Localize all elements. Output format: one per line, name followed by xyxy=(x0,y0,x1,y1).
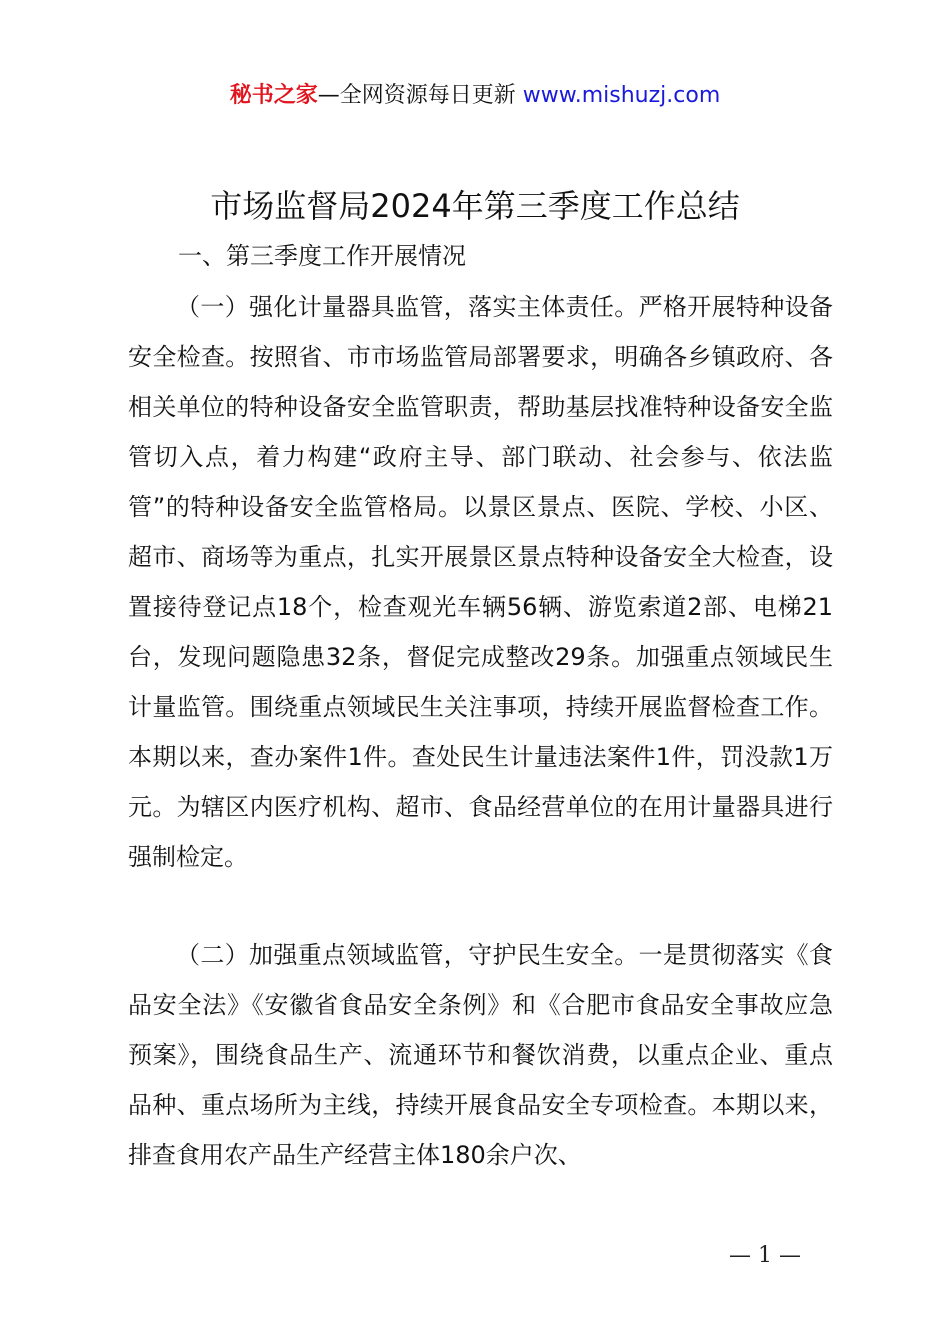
document-title: 市场监督局2024年第三季度工作总结 xyxy=(210,187,740,225)
page-number: — 1 — xyxy=(729,1243,801,1268)
banner-tagline: —全网资源每日更新 xyxy=(317,83,523,108)
body-paragraph-2: （二）加强重点领域监管，守护民生安全。一是贯彻落实《食品安全法》《安徽省食品安全条例》和《合肥市食品安全事故应急预案》，围绕食品生产、流通环节和餐饮消费，以重点企业、重点品种、重点场所为主线，持续开展食品安全专项检查。本期以来，排查食用农产品生产经营主体180余户次、 xyxy=(128,941,833,1169)
site-banner xyxy=(0,80,950,112)
body-paragraph-1: （一）强化计量器具监管，落实主体责任。严格开展特种设备安全检查。按照省、市市场监管局部署要求，明确各乡镇政府、各相关单位的特种设备安全监管职责，帮助基层找准特种设备安全监管切入点，着力构建“政府主导、部门联动、社会参与、依法监管”的特种设备安全监管格局。以景区景点、医院、学校、小区、超市、商场等为重点，扎实开展景区景点特种设备安全大检查，设置接待登记点18个，检查观光车辆56辆、游览索道2部、电梯21台，发现问题隐患32条，督促完成整改29条。加强重点领域民生计量监管。围绕重点领域民生关注事项，持续开展监督检查工作。本期以来，查办案件1件。查处民生计量违法案件1件，罚没款1万元。为辖区内医疗机构、超市、食品经营单位的在用计量器具进行强制检定。 xyxy=(128,293,833,871)
section-heading: 一、第三季度工作开展情况 xyxy=(178,242,466,270)
banner-brand: 秘书之家 xyxy=(229,83,318,108)
banner-url[interactable]: www.mishuzj.com xyxy=(522,83,721,108)
